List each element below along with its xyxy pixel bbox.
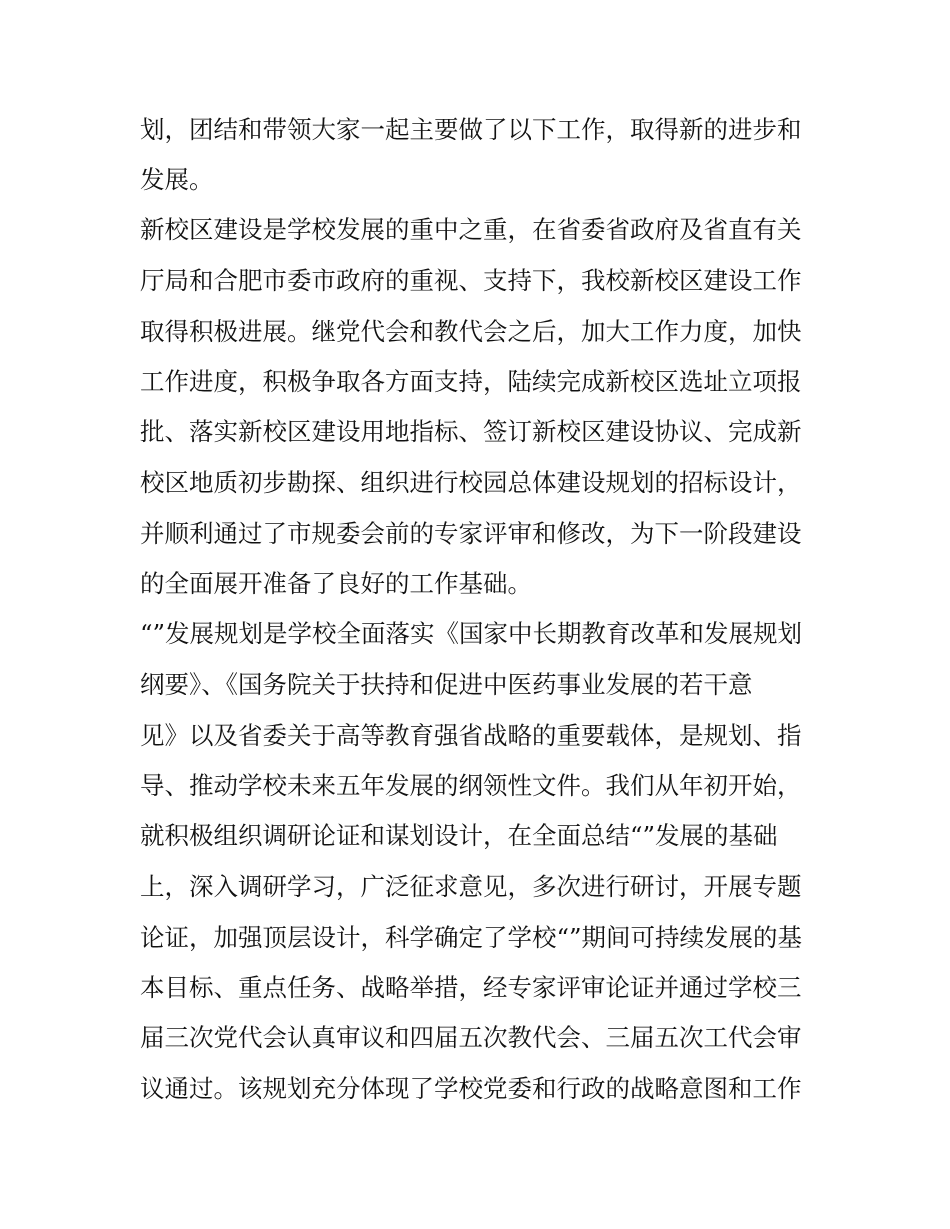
text-line: 纲要》、《国务院关于扶持和促进中医药事业发展的若干意 [140, 670, 753, 699]
text-line: 校区地质初步勘探、组织进行校园总体建设规划的招标设计， [140, 468, 802, 497]
text-line: 新校区建设是学校发展的重中之重，在省委省政府及省直有关 [140, 215, 802, 244]
text-line: 上，深入调研学习，广泛征求意见，多次进行研讨，开展专题 [140, 872, 802, 901]
text-line: 发展。 [140, 165, 214, 194]
text-line: 工作进度，积极争取各方面支持，陆续完成新校区选址立项报 [140, 367, 802, 396]
text-line: 就积极组织调研论证和谋划设计，在全面总结“”发展的基础 [140, 821, 778, 850]
text-line: 届三次党代会认真审议和四届五次教代会、三届五次工代会审 [140, 1023, 802, 1052]
text-line: 批、落实新校区建设用地指标、签订新校区建设协议、完成新 [140, 417, 802, 446]
text-line: 的全面展开准备了良好的工作基础。 [140, 569, 532, 598]
text-line: “”发展规划是学校全面落实《国家中长期教育改革和发展规划 [140, 619, 803, 648]
text-line: 划，团结和带领大家一起主要做了以下工作，取得新的进步和 [140, 115, 802, 144]
text-line: 厅局和合肥市委市政府的重视、支持下，我校新校区建设工作 [140, 266, 802, 295]
text-line: 论证，加强顶层设计，科学确定了学校“”期间可持续发展的基 [140, 923, 803, 952]
text-line: 取得积极进展。继党代会和教代会之后，加大工作力度，加快 [140, 317, 802, 346]
text-line: 见》以及省委关于高等教育强省战略的重要载体，是规划、指 [140, 721, 802, 750]
text-line: 导、推动学校未来五年发展的纲领性文件。我们从年初开始， [140, 771, 802, 800]
text-line: 本目标、重点任务、战略举措，经专家评审论证并通过学校三 [140, 973, 802, 1002]
text-line: 议通过。该规划充分体现了学校党委和行政的战略意图和工作 [140, 1074, 802, 1103]
text-line: 并顺利通过了市规委会前的专家评审和修改，为下一阶段建设 [140, 519, 802, 548]
